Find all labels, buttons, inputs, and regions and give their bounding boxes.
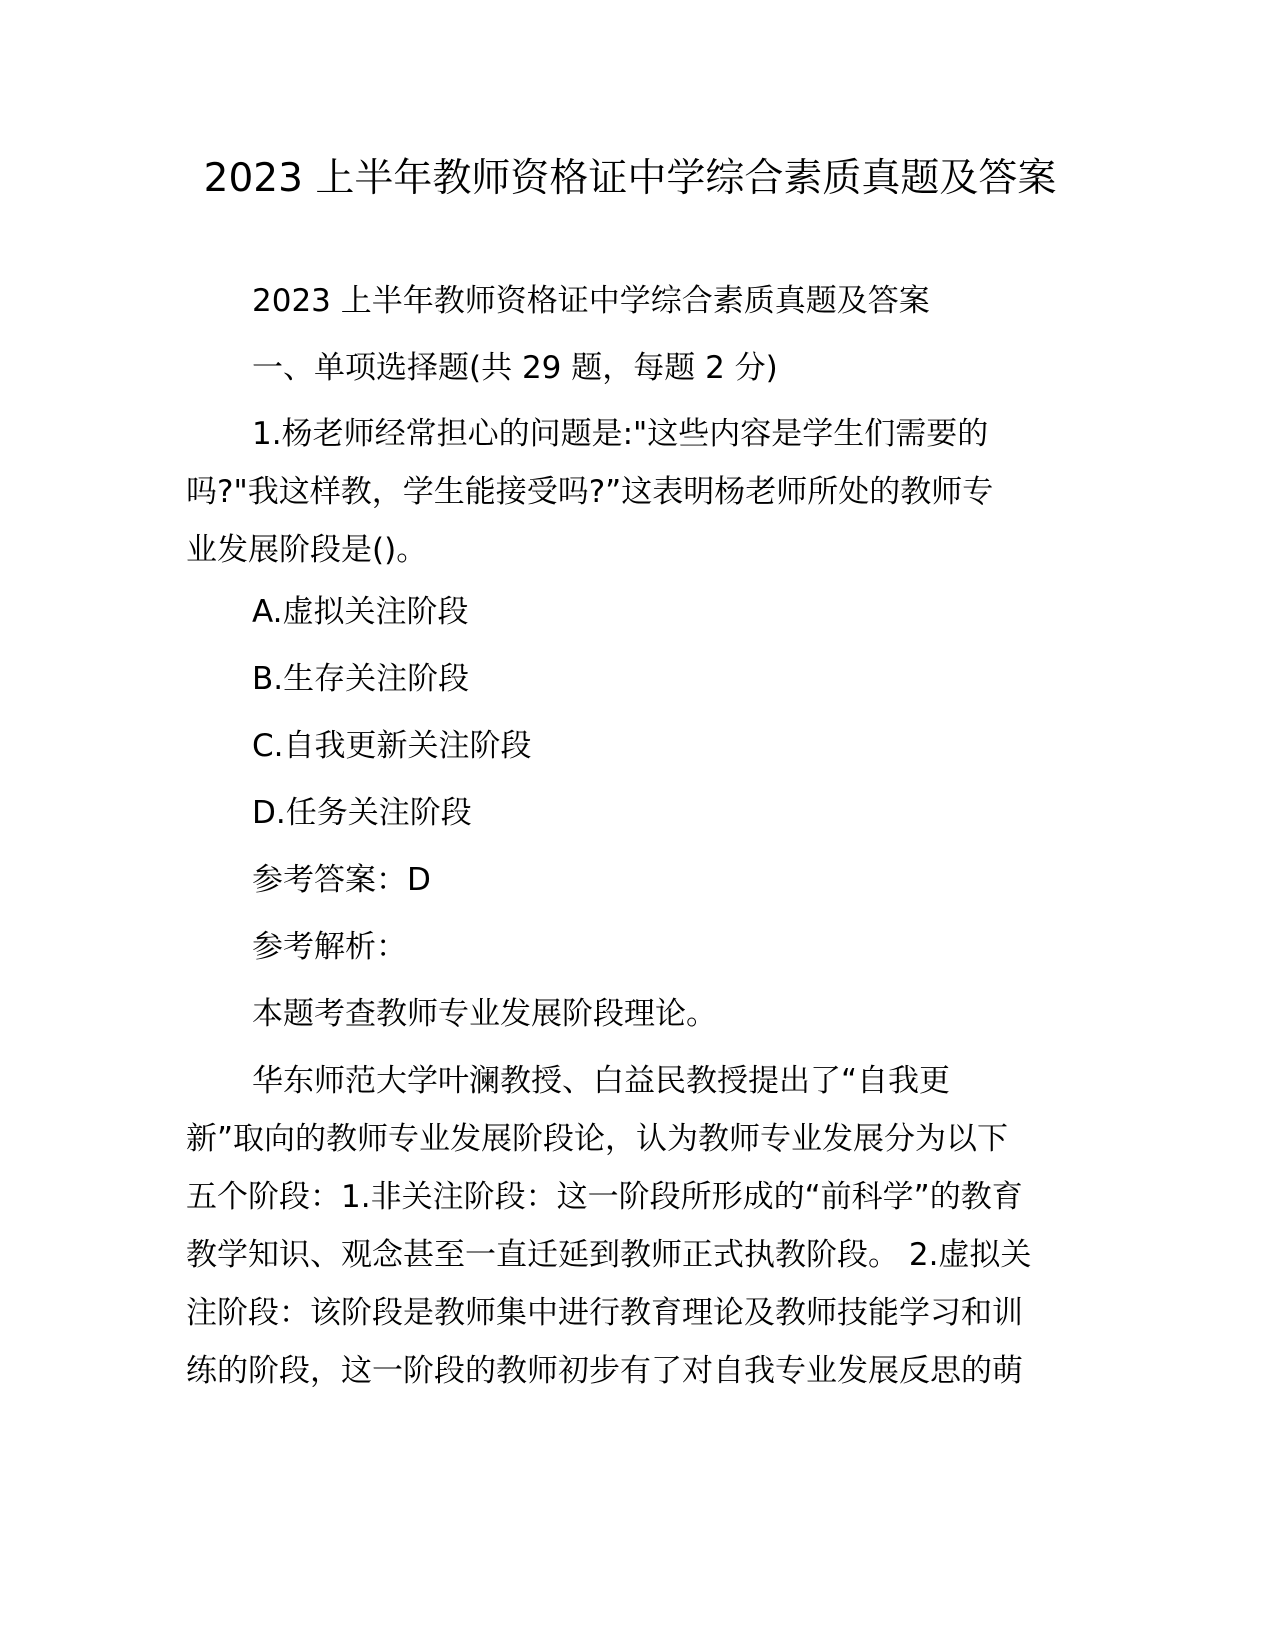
analysis-body-line: 华东师范大学叶澜教授、白益民教授提出了“自我更 — [252, 1063, 951, 1099]
section-heading: 一、单项选择题(共 29 题，每题 2 分) — [252, 350, 778, 386]
analysis-body-line: 教学知识、观念甚至一直迁延到教师正式执教阶段。 2.虚拟关 — [186, 1237, 1032, 1273]
question-1-stem-line: 业发展阶段是()。 — [186, 532, 428, 568]
question-1-stem — [186, 405, 1086, 579]
document-title: 2023 上半年教师资格证中学综合素质真题及答案 — [203, 156, 1057, 201]
document-subtitle: 2023 上半年教师资格证中学综合素质真题及答案 — [252, 283, 930, 319]
option-c: C.自我更新关注阶段 — [252, 728, 532, 764]
option-d: D.任务关注阶段 — [252, 795, 472, 831]
question-1-stem-line: 1.杨老师经常担心的问题是:"这些内容是学生们需要的 — [252, 416, 989, 452]
option-a: A.虚拟关注阶段 — [252, 594, 469, 630]
analysis-label: 参考解析： — [252, 929, 407, 965]
analysis-body-line: 五个阶段：1.非关注阶段：这一阶段所形成的“前科学”的教育 — [186, 1179, 1023, 1215]
question-1-stem-line: 吗?"我这样教，学生能接受吗?”这表明杨老师所处的教师专 — [186, 474, 994, 510]
analysis-body — [186, 1052, 1086, 1400]
answer: 参考答案：D — [252, 862, 431, 898]
analysis-body-line: 练的阶段，这一阶段的教师初步有了对自我专业发展反思的萌 — [186, 1353, 1023, 1389]
analysis-intro: 本题考查教师专业发展阶段理论。 — [252, 996, 717, 1032]
analysis-body-line: 新”取向的教师专业发展阶段论，认为教师专业发展分为以下 — [186, 1121, 1009, 1157]
analysis-body-line: 注阶段：该阶段是教师集中进行教育理论及教师技能学习和训 — [186, 1295, 1023, 1331]
option-b: B.生存关注阶段 — [252, 661, 470, 697]
